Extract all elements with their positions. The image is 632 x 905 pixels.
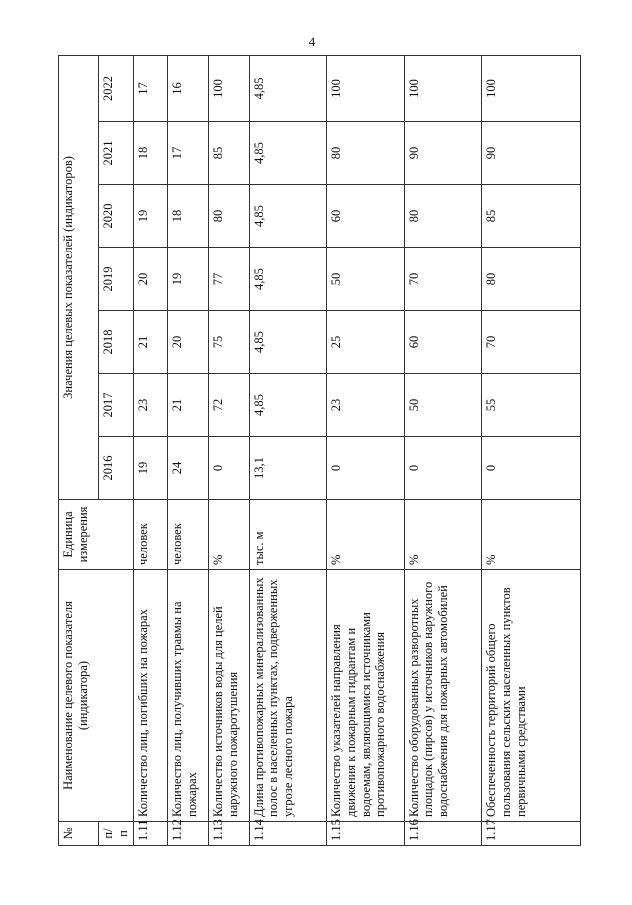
indicator-name: Количество указателей направления движения к пожарным гидрантам и водоемам, являющимися источниками противопожарного водоснабжения	[327, 570, 404, 822]
row-number: 1.13	[208, 822, 249, 846]
table-row	[327, 55, 404, 845]
unit-cell: человек	[168, 500, 209, 570]
value-cell: 4,85	[249, 185, 326, 248]
row-number: 1.12	[168, 822, 209, 846]
indicators-table	[58, 55, 581, 846]
value-cell: 0	[482, 437, 581, 500]
value-cell: 18	[133, 122, 168, 185]
value-cell: 70	[482, 311, 581, 374]
value-cell: 50	[404, 374, 481, 437]
indicator-name: Обеспеченность территорий общего пользования сельских населенных пунктов первичными средствами	[482, 570, 581, 822]
value-cell: 80	[482, 248, 581, 311]
value-cell: 80	[327, 122, 404, 185]
year-header: 2017	[99, 374, 134, 437]
value-cell: 100	[404, 55, 481, 121]
value-cell: 21	[133, 311, 168, 374]
value-cell: 85	[208, 122, 249, 185]
header-num-top: №	[59, 822, 99, 846]
year-header: 2016	[99, 437, 134, 500]
table-body	[133, 55, 581, 845]
value-cell: 4,85	[249, 311, 326, 374]
value-cell: 90	[404, 122, 481, 185]
header-num-bottom: п/п	[99, 822, 134, 846]
value-cell: 72	[208, 374, 249, 437]
value-cell: 16	[168, 55, 209, 121]
year-header: 2022	[99, 55, 134, 121]
value-cell: 23	[133, 374, 168, 437]
value-cell: 0	[327, 437, 404, 500]
value-cell: 90	[482, 122, 581, 185]
unit-cell: человек	[133, 500, 168, 570]
indicator-name: Длина противопожарных минерализованных полос в населенных пунктах, подверженных угрозе лесного пожара	[249, 570, 326, 822]
value-cell: 80	[404, 185, 481, 248]
unit-cell: %	[208, 500, 249, 570]
value-cell: 21	[168, 374, 209, 437]
value-cell: 19	[168, 248, 209, 311]
value-cell: 60	[404, 311, 481, 374]
indicator-name: Количество лиц, получивших травмы на пожарах	[168, 570, 209, 822]
table-row	[208, 55, 249, 845]
rotated-table-wrapper	[58, 56, 581, 846]
indicator-name: Количество оборудованных разворотных площадок (пирсов) у источников наружного водоснабжения для пожарных автомобилей	[404, 570, 481, 822]
value-cell: 19	[133, 185, 168, 248]
table-row	[482, 55, 581, 845]
value-cell: 17	[168, 122, 209, 185]
value-cell: 4,85	[249, 374, 326, 437]
value-cell: 85	[482, 185, 581, 248]
value-cell: 19	[133, 437, 168, 500]
value-cell: 100	[482, 55, 581, 121]
value-cell: 25	[327, 311, 404, 374]
header-name: Наименование целевого показателя (индикатора)	[59, 570, 134, 822]
value-cell: 17	[133, 55, 168, 121]
value-cell: 77	[208, 248, 249, 311]
unit-cell: %	[404, 500, 481, 570]
value-cell: 80	[208, 185, 249, 248]
header-unit: Единица измерения	[59, 500, 134, 570]
row-number: 1.14	[249, 822, 326, 846]
value-cell: 4,85	[249, 122, 326, 185]
indicator-name: Количество лиц, погибших на пожарах	[133, 570, 168, 822]
value-cell: 23	[327, 374, 404, 437]
value-cell: 70	[404, 248, 481, 311]
value-cell: 60	[327, 185, 404, 248]
value-cell: 20	[168, 311, 209, 374]
value-cell: 0	[208, 437, 249, 500]
value-cell: 50	[327, 248, 404, 311]
value-cell: 100	[208, 55, 249, 121]
value-cell: 4,85	[249, 55, 326, 121]
value-cell: 100	[327, 55, 404, 121]
year-header: 2021	[99, 122, 134, 185]
value-cell: 55	[482, 374, 581, 437]
header-values-title: Значения целевых показателей (индикаторов)	[59, 55, 99, 499]
table-row	[404, 55, 481, 845]
year-header: 2020	[99, 185, 134, 248]
year-header: 2018	[99, 311, 134, 374]
unit-cell: %	[327, 500, 404, 570]
value-cell: 20	[133, 248, 168, 311]
table-row	[249, 55, 326, 845]
row-number: 1.16	[404, 822, 481, 846]
year-header: 2019	[99, 248, 134, 311]
table-row	[133, 55, 168, 845]
unit-cell: тыс. м	[249, 500, 326, 570]
value-cell: 0	[404, 437, 481, 500]
unit-cell: %	[482, 500, 581, 570]
indicator-name: Количество источников воды для целей наружного пожаротушения	[208, 570, 249, 822]
value-cell: 75	[208, 311, 249, 374]
value-cell: 24	[168, 437, 209, 500]
row-number: 1.15	[327, 822, 404, 846]
value-cell: 4,85	[249, 248, 326, 311]
value-cell: 18	[168, 185, 209, 248]
row-number: 1.17	[482, 822, 581, 846]
table-row	[168, 55, 209, 845]
value-cell: 13,1	[249, 437, 326, 500]
page-number: 4	[308, 34, 316, 49]
row-number: 1.11	[133, 822, 168, 846]
